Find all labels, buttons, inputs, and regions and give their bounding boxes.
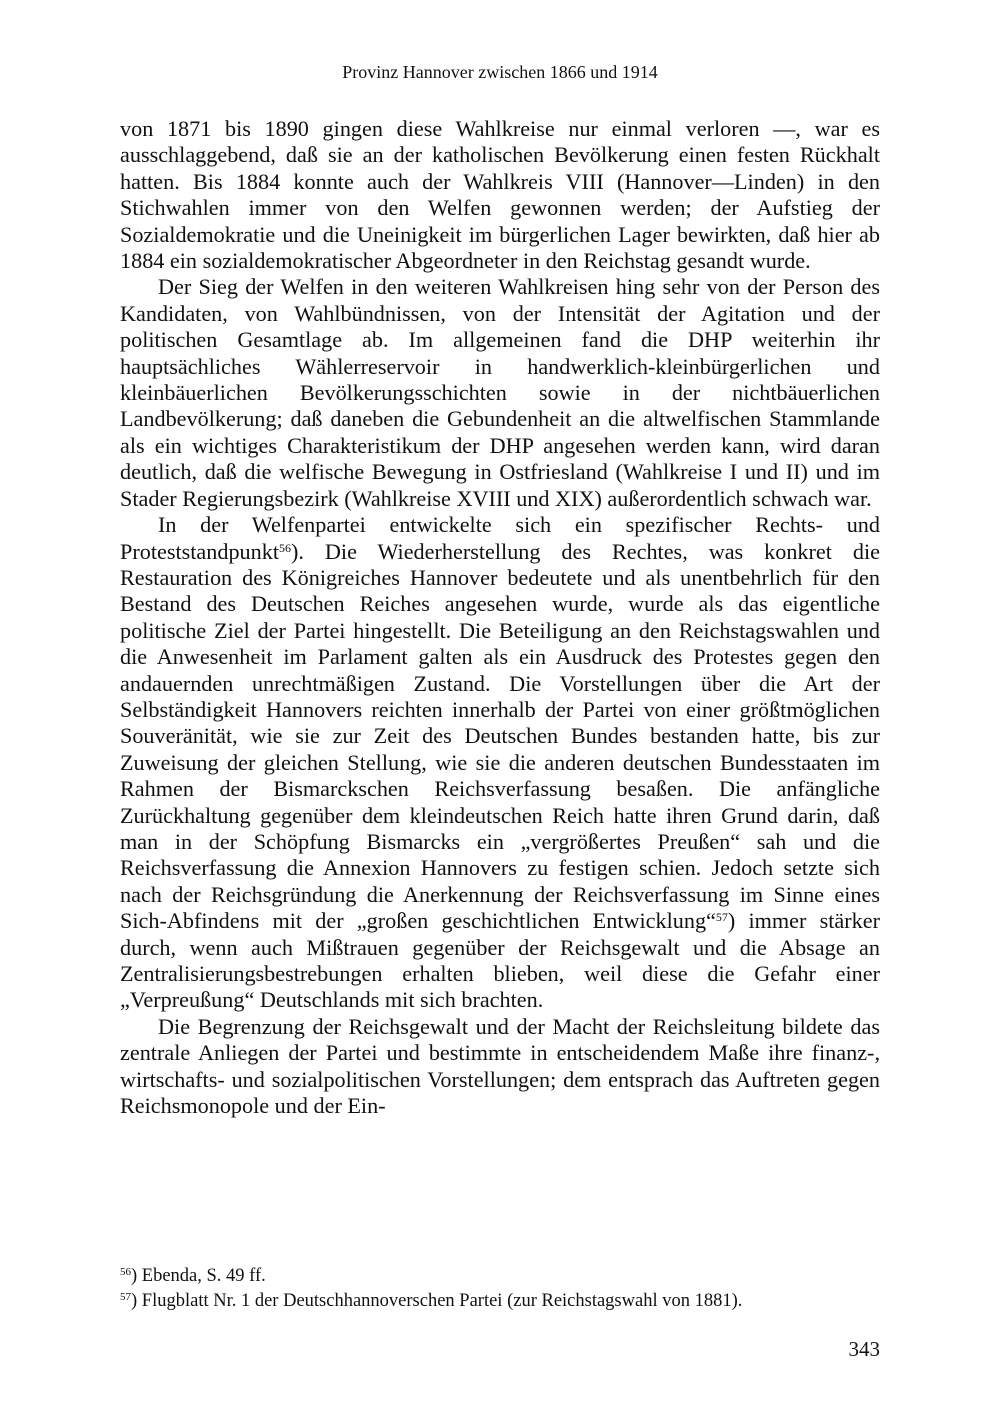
paragraph [120, 512, 880, 1014]
footnote [120, 1289, 880, 1314]
paragraph [120, 116, 880, 274]
running-head: Provinz Hannover zwischen 1866 und 1914 [342, 62, 658, 82]
footnote-number: 57 [120, 1291, 131, 1303]
page-number: 343 [848, 1337, 880, 1361]
paragraph-text: ). Die Wiederherstellung des Rechtes, was konkret die Restauration des Königreiches Hannover bedeutete und als unentbehrlich für den Bestand des Deutschen Reiches angesehen wurde, wurde als das eigentliche politische Ziel der Partei hingestellt. Die Beteiligung an den Reichstagswahlen und die Anwesenheit im Parlament galten als ein Ausdruck des Protestes gegen den andauernden unrechtmäßigen Zustand. Die Vorstellungen über die Art der Selbständigkeit Hannovers reichten innerhalb der Partei von einer größtmöglichen Souveränität, wie sie zur Zeit des Deutschen Bundes bestanden hatte, bis zur Zuweisung der gleichen Stellung, wie sie die anderen deutschen Bundesstaaten im Rahmen der Bismarckschen Reichsverfassung besaßen. Die anfängliche Zurückhaltung gegenüber dem kleindeutschen Reich hatte ihren Grund darin, daß man in der Schöpfung Bismarcks ein „vergrößertes Preußen“ sah und die Reichsverfassung die Annexion Hannovers zu festigen schien. Jedoch setzte sich nach der Reichsgründung die Anerkennung der Reichsverfassung im Sinne eines Sich-Abfindens mit der „großen geschichtlichen Entwicklung“ [120, 538, 880, 934]
footnote-text: ) Flugblatt Nr. 1 der Deutschhannoverschen Partei (zur Reichstagswahl von 1881). [131, 1291, 743, 1311]
footnote-reference: 56 [279, 540, 292, 555]
footnotes [120, 1264, 880, 1314]
footnote-reference: 57 [715, 910, 728, 925]
footnote-number: 56 [120, 1266, 131, 1278]
footnote-text: ) Ebenda, S. 49 ff. [131, 1266, 266, 1286]
paragraph [120, 274, 880, 512]
paragraph-text: ) immer stärker durch, wenn auch Mißtrauen gegenüber der Reichsgewalt und die Absage an Zentralisierungsbestrebungen erhalten blieben, weil diese die Gefahr einer „Verpreußung“ Deutschlands mit sich brachten. [120, 908, 880, 1013]
footnote [120, 1264, 880, 1289]
paragraph-text: Die Begrenzung der Reichsgewalt und der Macht der Reichsleitung bildete das zentrale Anliegen der Partei und bestimmte in entscheidendem Maße ihre finanz-, wirtschafts- und sozialpolitischen Vorstellungen; dem entsprach das Auftreten gegen Reichsmonopole und der Ein- [120, 1013, 880, 1119]
paragraph-text: Der Sieg der Welfen in den weiteren Wahlkreisen hing sehr von der Person des Kandidaten, von Wahlbündnissen, von der Intensität der Agitation und der politischen Gesamtlage ab. Im allgemeinen fand die DHP weiterhin ihr hauptsächliches Wählerreservoir in handwerklich-kleinbürgerlichen und kleinbäuerlichen Bevölkerungsschichten sowie in der nichtbäuerlichen Landbevölkerung; daß daneben die Gebundenheit an die altwelfischen Stammlande als ein wichtiges Charakteristikum der DHP angesehen werden kann, wird daran deutlich, daß die welfische Bewegung in Ostfriesland (Wahlkreise I und II) und im Stader Regierungsbezirk (Wahlkreise XVIII und XIX) außerordentlich schwach war. [120, 274, 880, 511]
paragraph [120, 1014, 880, 1120]
paragraph-text: In der Welfenpartei entwickelte sich ein spezifischer Rechts- und Proteststandpunkt [120, 512, 880, 564]
body-text [120, 116, 880, 1119]
paragraph-text: von 1871 bis 1890 gingen diese Wahlkreise nur einmal verloren —, war es ausschlaggebend, daß sie an der katholischen Bevölkerung einen festen Rückhalt hatten. Bis 1884 konnte auch der Wahlkreis VIII (Hannover—Linden) in den Stichwahlen immer von den Welfen gewonnen werden; der Aufstieg der Sozialdemokratie und die Uneinigkeit im bürgerlichen Lager bewirkten, daß hier ab 1884 ein sozialdemokratischer Abgeordneter in den Reichstag gesandt wurde. [120, 116, 880, 274]
